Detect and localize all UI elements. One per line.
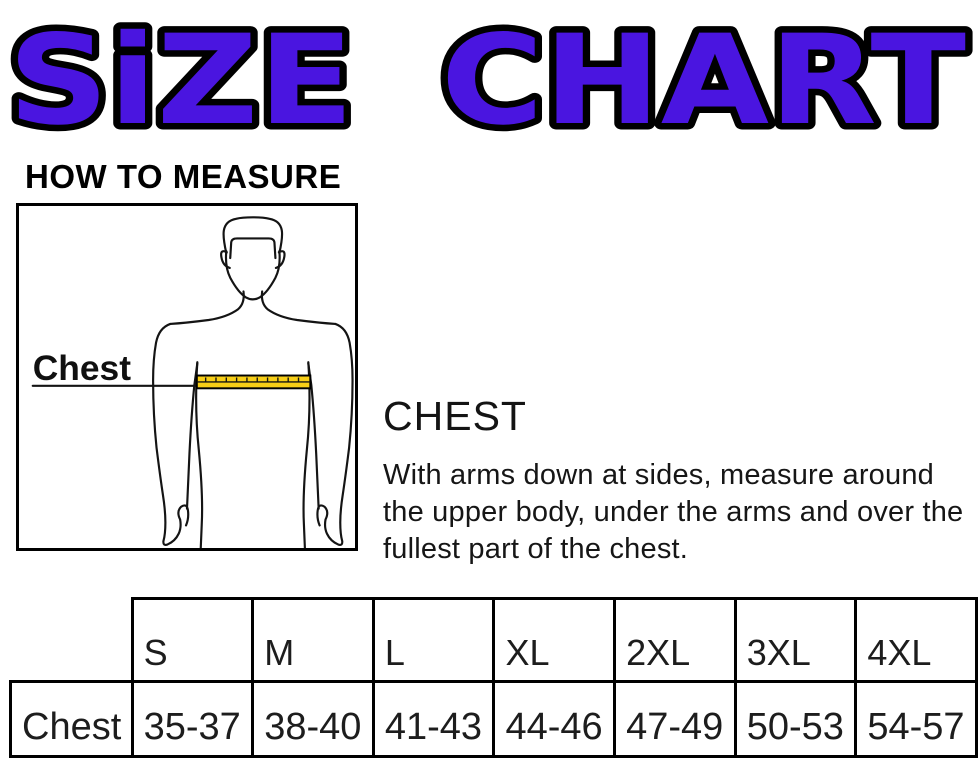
left-arm-path (153, 324, 197, 545)
face-outline-path (226, 251, 280, 299)
size-col-3xl: 3XL (735, 599, 856, 682)
size-col-l: L (373, 599, 494, 682)
right-torso-path (304, 362, 310, 548)
corner-cell (11, 599, 133, 682)
chest-description: With arms down at sides, measure around the upper body, under the arms and over the fullest part of the chest. (383, 459, 964, 565)
left-neck-shoulder-path (170, 292, 243, 324)
size-col-xl: XL (494, 599, 615, 682)
size-chart-title-text: SiZE CHART (8, 9, 966, 153)
size-col-2xl: 2XL (615, 599, 736, 682)
measuring-tape-graphic (197, 376, 310, 389)
size-table (9, 597, 978, 758)
chest-value-xl: 44-46 (494, 682, 615, 757)
chest-value-l: 41-43 (373, 682, 494, 757)
hair-outline-path (224, 217, 283, 253)
how-to-measure-heading: HOW TO MEASURE (25, 158, 342, 195)
chest-row-label: Chest (11, 682, 133, 757)
size-header-row (11, 599, 977, 682)
size-chart-title (0, 0, 978, 158)
chest-value-3xl: 50-53 (735, 682, 856, 757)
hairline-path (230, 238, 275, 258)
size-col-s: S (132, 599, 253, 682)
chest-measurements-row (11, 682, 977, 757)
chest-value-s: 35-37 (132, 682, 253, 757)
size-col-m: M (253, 599, 374, 682)
chest-value-2xl: 47-49 (615, 682, 736, 757)
diagram-chest-label: Chest (32, 348, 131, 388)
torso-figure-illustration (19, 206, 355, 548)
chest-instructions-section (383, 393, 978, 568)
chest-heading: CHEST (383, 393, 527, 439)
chest-value-m: 38-40 (253, 682, 374, 757)
right-neck-shoulder-path (262, 292, 335, 324)
chest-value-4xl: 54-57 (856, 682, 977, 757)
size-col-4xl: 4XL (856, 599, 977, 682)
left-torso-path (196, 362, 202, 548)
right-arm-path (308, 324, 352, 545)
measurement-diagram (16, 203, 358, 551)
